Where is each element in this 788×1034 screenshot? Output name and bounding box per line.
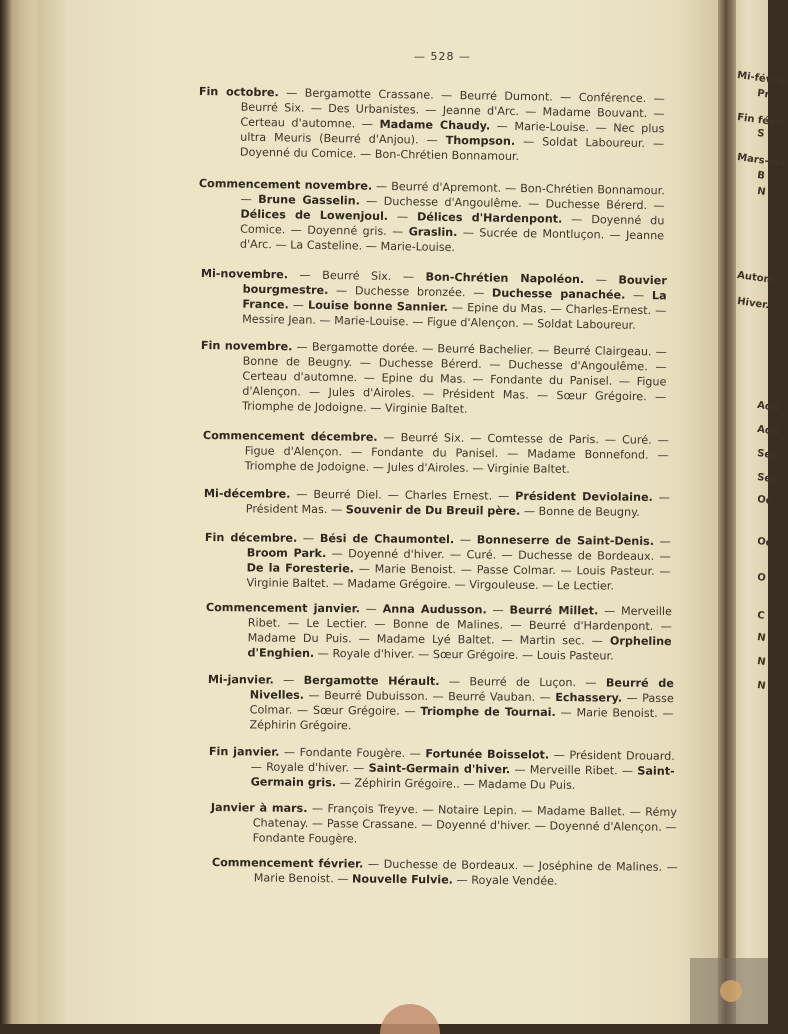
variety-list-text: — Epine du Mas. — Charles-Ernest. — Messire Jean. — Marie-Louise. — Figue d'Alençon. — Soldat Laboureur. [242,300,667,332]
variety-list-text: — Duchesse bronzée. — [328,284,493,300]
facing-page-text: Sep [756,472,779,486]
month-entry [204,530,671,594]
variety-list-text: — Royale Vendée. [452,873,558,888]
period-heading: Commencement février. [211,855,364,871]
variety-name-bold: Anna Audusson. [382,602,487,617]
variety-name-bold: Président Deviolaine. [515,489,653,504]
variety-name-bold: Duchesse panachée. [491,286,626,302]
facing-page-text: Mi-févrie [736,70,788,88]
variety-name-bold: Fortunée Boisselot. [425,747,550,762]
period-heading: Mi-janvier. [207,672,274,687]
variety-name-bold: Bonneserre de Saint-Denis. [476,533,655,548]
variety-list-text: — [653,534,671,549]
variety-list-text: — Zéphirin Grégoire.. — Madame Du Puis. [336,776,576,792]
facing-page-text: N [756,680,767,693]
facing-page-text: Autom [736,270,775,287]
variety-list-text: — Soldat Laboureur. — Doyenné du Comice. — Bon-Chrétien Bonnamour. [239,134,665,164]
period-heading: Fin décembre. [204,530,298,545]
facing-page-text: Aoû [756,400,780,414]
month-entry [211,800,677,850]
variety-list-text: — François Treyve. — Notaire Lepin. — Madame Ballet. — Rémy Chatenay. — Passe Crassane. — Doyenné d'hiver. — Doyenné d'Alençon. — Fondante Fougère. [252,802,677,846]
month-entry [204,486,670,520]
month-entry [207,672,674,736]
variety-list-text: — [388,209,418,224]
variety-name-bold: Echassery. [555,691,623,705]
month-entry [205,600,672,664]
variety-list-text: — Bergamotte dorée. — Beurré Bachelier. — Beurré Clairgeau. — Bonne de Beugny. — Duchesse Bérerd. — Duchesse d'Angoulême. — Certeau d'automne. — Epine du Mas. — Fondante du Panisel. — Figue d'Alençon. — Jules d'Airoles. — Président Mas. — Sœur Grégoire. — Triomphe de Jodoigne. — Virginie Baltet. [241,340,667,416]
variety-list-text: — Beurré Six. — Comtesse de Paris. — Curé. — Figue d'Alençon. — Fondante du Panisel. — Madame Bonnefond. — Triomphe de Jodoigne. — Jules d'Airoles. — Virginie Baltet. [244,430,669,476]
period-heading: Mi-décembre. [203,486,291,501]
variety-list-text: — Marie Benoist. — Zéphirin Grégoire. [249,706,674,733]
variety-name-bold: Délices d'Hardenpont. [416,210,563,226]
variety-list-text: — Bergamotte Crassane. — Beurré Dumont. — Conférence. — Beurré Six. — Des Urbanistes. — Jeanne d'Arc. — Madame Bouvant. — Certeau d'automne. — [240,86,665,131]
month-entry [203,428,669,478]
variety-list-text: — Duchesse de Bordeaux. — Joséphine de Malines. — Marie Benoist. — [253,857,678,886]
month-entry [209,744,675,794]
variety-list-text: — Président Drouard. — Royale d'hiver. — [250,748,675,775]
period-heading: Commencement décembre. [202,428,378,444]
variety-name-bold: Nouvelle Fulvie. [352,872,454,887]
variety-name-bold: Beurré de Nivelles. [249,676,674,702]
variety-name-bold: Louise bonne Sannier. [307,298,449,314]
facing-page-text: N [756,632,767,645]
period-heading: Fin octobre. [198,84,279,100]
variety-list-text: — Doyenné du Comice. — Doyenné gris. — [240,212,665,239]
variety-name-bold: Saint-Germain d'hiver. [368,761,511,777]
variety-name-bold: Bouvier bourgmestre. [242,273,667,298]
variety-list-text: — [486,603,510,617]
facing-page-text: Sep [756,448,779,462]
facing-page-text: Fin févri [736,112,785,130]
period-heading: Commencement janvier. [205,600,360,616]
variety-list-text: — Merveille Ribet. — [510,763,638,778]
period-heading: Fin novembre. [200,338,293,354]
variety-name-bold: Bergamotte Hérault. [303,673,440,689]
variety-list-text: — Bonne de Beugny. [520,504,640,519]
variety-name-bold: Graslin. [408,225,458,240]
page-number: — 528 — [414,50,471,63]
variety-name-bold: Bon-Chrétien Napoléon. [425,270,585,287]
variety-name-bold: Souvenir de Du Breuil père. [345,503,521,518]
period-heading: Mi-novembre. [200,266,289,282]
variety-list-text: — [625,288,652,303]
variety-list-text: — Doyenné d'hiver. — Curé. — Duchesse de Bordeaux. — [326,547,671,564]
variety-list-text: — [359,602,383,616]
variety-list-text: — Beurré Diel. — Charles Ernest. — [290,487,516,503]
facing-page-text: C [756,610,766,622]
variety-list-text: — Merveille Ribet. — Le Lectier. — Bonne de Malines. — Beurré d'Hardenpont. — Madame Du Puis. — Madame Lyé Baltet. — Martin sec. — [247,604,672,648]
variety-name-bold: Triomphe de Tournai. [420,704,556,720]
variety-list-text: — Fondante Fougère. — [279,745,426,761]
period-heading: Commencement novembre. [198,176,373,193]
month-entry [198,84,665,166]
variety-name-bold: Thompson. [445,133,516,148]
facing-page-text: Oc [756,536,773,549]
facing-page-text: Oc [756,494,773,507]
variety-name-bold: Saint-Germain gris. [250,764,675,790]
facing-page-text: Aoû [756,424,780,438]
variety-list-text: — Passe Colmar. — Sœur Grégoire. — [249,691,674,718]
period-heading: Janvier à mars. [210,800,308,816]
variety-list-text: — Duchesse d'Angoulême. — Duchesse Bérerd. — [359,194,665,213]
variety-name-bold: Délices de Lowenjoul. [240,207,389,223]
watermark-emblem [720,980,742,1002]
variety-list-text: — Royale d'hiver. — Sœur Grégoire. — Louis Pasteur. [314,646,614,663]
variety-name-bold: Bési de Chaumontel. [319,532,455,547]
variety-list-text: — [297,531,320,546]
variety-list-text: — Marie Benoist. — Passe Colmar. — Louis Pasteur. — Virginie Baltet. — Madame Grégoire. — Virgouleuse. — Le Lectier. [246,562,671,593]
variety-list-text: — Beurré Six. — [287,268,426,284]
variety-list-text: — [273,673,304,687]
variety-list-text: — Beurré de Luçon. — [439,675,606,690]
variety-list-text: — Président Mas. — [245,490,670,517]
month-entry [200,338,667,419]
facing-page-text: N [756,186,767,199]
variety-name-bold: Madame Chaudy. [379,117,491,133]
month-entry [198,176,665,258]
facing-page-text: Pr [756,88,771,101]
variety-name-bold: La France. [242,289,667,312]
variety-list-text: — [454,533,477,547]
variety-list-text: — Beurré d'Apremont. — Bon-Chrétien Bonnamour. — [240,179,665,206]
variety-name-bold: Brune Gasselin. [258,192,360,208]
facing-page-text: N [756,656,767,669]
period-heading: Fin janvier. [208,744,280,759]
facing-page-text: S [756,128,766,140]
variety-name-bold: Beurré Millet. [509,603,599,618]
facing-page-text: Hiver. [736,296,771,312]
variety-list-text: — Sucrée de Montluçon. — Jeanne d'Arc. — La Casteline. — Marie-Louise. [239,226,665,255]
watermark-logo [690,958,768,1024]
variety-list-text: — Marie-Louise. — Nec plus ultra Meuris (Beurré d'Anjou). — [240,119,665,147]
variety-list-text: — [288,298,309,312]
variety-name-bold: De la Foresterie. [246,561,355,576]
variety-name-bold: Broom Park. [246,546,327,561]
month-entry [212,855,678,890]
facing-page-text: Mars-ma [736,152,787,170]
variety-list-text: — Beurré Dubuisson. — Beurré Vauban. — [303,688,556,705]
variety-name-bold: Orpheline d'Enghien. [247,634,672,660]
facing-page-text: O [756,572,767,585]
facing-page-text: B [756,170,766,182]
variety-list-text: — [584,273,619,287]
month-entry [200,266,667,333]
